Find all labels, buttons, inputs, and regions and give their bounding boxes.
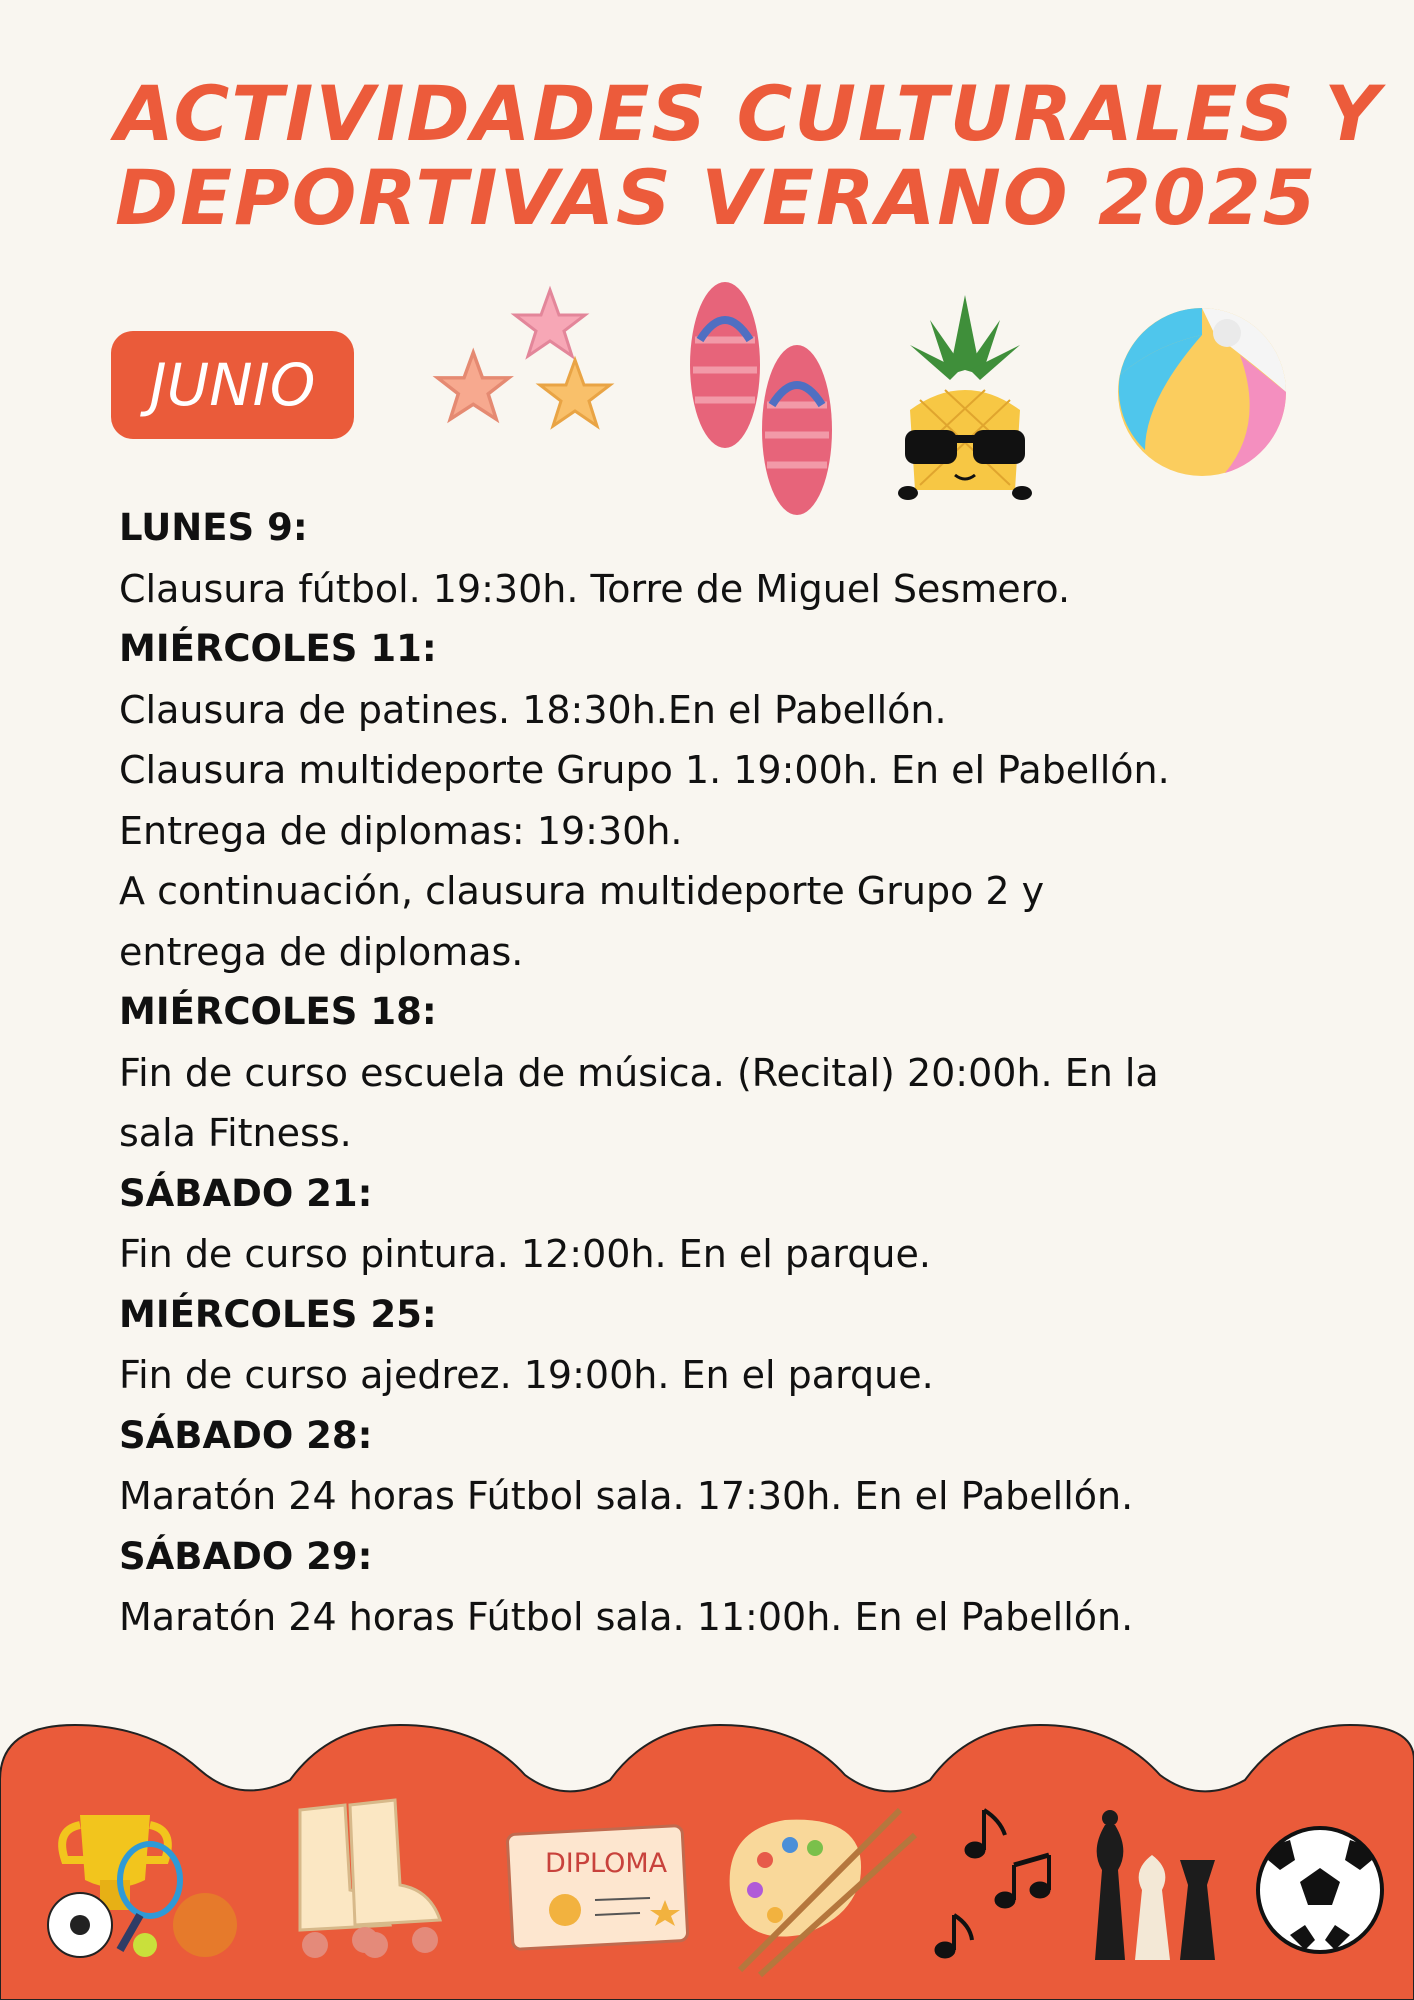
event-line: Clausura fútbol. 19:30h. Torre de Miguel Sesmero. bbox=[119, 566, 1071, 611]
page-title bbox=[115, 69, 1382, 242]
schedule-entry bbox=[119, 1164, 1269, 1285]
day-heading: SÁBADO 28: bbox=[119, 1413, 373, 1457]
soccer-ball-icon bbox=[1258, 1828, 1382, 1952]
event-line: Fin de curso pintura. 12:00h. En el parque. bbox=[119, 1232, 931, 1276]
pineapple-sunglasses-icon bbox=[890, 290, 1040, 510]
schedule-entry bbox=[119, 619, 1269, 982]
schedule-entry bbox=[119, 498, 1269, 619]
day-heading: MIÉRCOLES 11: bbox=[119, 627, 437, 670]
title-line-2: DEPORTIVAS VERANO 2025 bbox=[115, 153, 1318, 242]
title-line-1: ACTIVIDADES CULTURALES Y bbox=[115, 69, 1382, 158]
schedule-entry bbox=[119, 1406, 1269, 1527]
day-heading: SÁBADO 29: bbox=[119, 1534, 373, 1578]
schedule-entry bbox=[119, 982, 1269, 1164]
event-line: Clausura de patines. 18:30h.En el Pabellón. bbox=[119, 687, 947, 732]
event-line: sala Fitness. bbox=[119, 1111, 352, 1155]
schedule-entry bbox=[119, 1527, 1269, 1648]
day-heading: SÁBADO 21: bbox=[119, 1171, 373, 1215]
event-line: Fin de curso escuela de música. (Recital) 20:00h. En la bbox=[119, 1050, 1159, 1095]
beach-ball-icon bbox=[1115, 305, 1290, 480]
day-heading: MIÉRCOLES 18: bbox=[119, 990, 437, 1033]
schedule-entry bbox=[119, 1285, 1269, 1406]
day-heading: MIÉRCOLES 25: bbox=[119, 1292, 437, 1336]
event-line: Maratón 24 horas Fútbol sala. 17:30h. En el Pabellón. bbox=[119, 1474, 1134, 1518]
diploma-label: DIPLOMA bbox=[545, 1848, 668, 1879]
day-heading: LUNES 9: bbox=[119, 506, 308, 549]
diploma-icon bbox=[507, 1825, 688, 1949]
event-line: Fin de curso ajedrez. 19:00h. En el parque. bbox=[119, 1353, 934, 1397]
starfish-icon bbox=[410, 285, 635, 455]
flip-flops-icon bbox=[685, 280, 850, 520]
event-line: Entrega de diplomas: 19:30h. bbox=[119, 808, 683, 853]
footer-band bbox=[0, 1720, 1414, 2000]
event-line: entrega de diplomas. bbox=[119, 929, 524, 974]
event-line: A continuación, clausura multideporte Grupo 2 y bbox=[119, 869, 1045, 913]
schedule bbox=[119, 498, 1269, 1648]
month-badge: JUNIO bbox=[111, 331, 354, 439]
event-line: Clausura multideporte Grupo 1. 19:00h. En el Pabellón. bbox=[119, 748, 1170, 792]
event-line: Maratón 24 horas Fútbol sala. 11:00h. En el Pabellón. bbox=[119, 1595, 1134, 1639]
